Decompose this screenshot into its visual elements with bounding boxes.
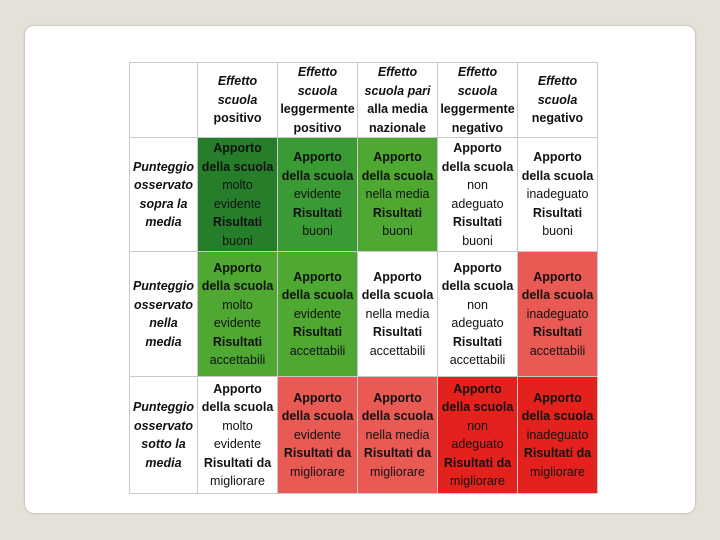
cell-heading-line: Apporto (213, 260, 262, 275)
cell-heading-line: Risultati (372, 325, 423, 340)
matrix-cell (358, 377, 438, 494)
column-header-line: scuola (457, 83, 498, 98)
row-header-line: sopra la (139, 196, 188, 211)
column-header-line: Effetto (457, 65, 498, 79)
cell-heading-line: Risultati (292, 325, 343, 340)
cell-value-line: accettabili (529, 343, 586, 358)
row-header-line: sotto la (141, 437, 186, 451)
cell-heading-line: della scuola (201, 159, 274, 174)
cell-value-line: buoni (382, 224, 413, 239)
row-header-3 (130, 377, 198, 494)
row-header-line: osservato (133, 178, 194, 192)
row-header-line: osservato (133, 297, 194, 312)
cell-heading-line: Risultati da (203, 455, 272, 470)
cell-value-line: migliorare (210, 474, 265, 488)
row-sotto-la-media (130, 377, 598, 494)
cell-value-line: evidente (293, 427, 342, 442)
cell-heading-line: Apporto (453, 381, 502, 396)
row-header-1 (130, 138, 198, 252)
cell-heading-line: Apporto (213, 381, 262, 396)
corner-cell (130, 63, 198, 138)
cell-value-line: nella media (365, 427, 430, 442)
column-header-line: positivo (213, 111, 262, 126)
cell-heading-line: della scuola (361, 168, 434, 183)
cell-heading-line: Apporto (373, 390, 422, 405)
matrix-cell (438, 252, 518, 377)
column-header-line: negativo (451, 120, 504, 135)
row-header-line: Punteggio (132, 159, 195, 174)
cell-heading-line: Risultati (372, 205, 423, 220)
cell-value-line: molto (222, 178, 253, 192)
cell-heading-line: Apporto (453, 141, 502, 155)
cell-heading-line: della scuola (201, 279, 274, 293)
column-header-line: scuola (217, 92, 258, 107)
cell-value-line: migliorare (530, 464, 585, 479)
cell-heading-line: Risultati (212, 334, 263, 349)
cell-heading-line: Risultati da (283, 446, 352, 461)
column-header-4 (438, 63, 518, 138)
cell-heading-line: Risultati (292, 205, 343, 220)
cell-heading-line: Apporto (373, 269, 422, 284)
cell-heading-line: Apporto (533, 269, 582, 284)
column-header-line: negativo (531, 111, 584, 126)
school-effect-matrix (129, 62, 598, 494)
row-header-line: nella (149, 316, 178, 330)
matrix-cell (438, 377, 518, 494)
column-header-line: positivo (293, 120, 342, 135)
column-header-line: Effetto (217, 74, 258, 89)
cell-value-line: migliorare (450, 474, 505, 488)
matrix-cell (198, 252, 278, 377)
row-header-line: media (145, 215, 182, 229)
column-header-1 (198, 63, 278, 138)
cell-value-line: evidente (213, 437, 262, 451)
column-header-3 (358, 63, 438, 138)
cell-heading-line: Risultati (452, 215, 503, 229)
cell-value-line: evidente (293, 187, 342, 202)
column-header-line: leggermente (280, 102, 355, 116)
column-header-5 (518, 63, 598, 138)
column-header-line: nazionale (369, 120, 426, 135)
matrix-cell (518, 377, 598, 494)
cell-value-line: buoni (222, 233, 253, 248)
column-header-line: scuola (297, 83, 338, 98)
cell-heading-line: Apporto (453, 260, 502, 275)
cell-heading-line: Risultati da (443, 455, 512, 470)
cell-value-line: molto (222, 418, 253, 433)
cell-heading-line: della scuola (441, 279, 514, 293)
matrix-cell (198, 138, 278, 252)
cell-heading-line: Apporto (213, 141, 262, 155)
cell-value-line: non adeguato (451, 418, 504, 451)
cell-heading-line: Apporto (533, 390, 582, 405)
cell-value-line: inadeguato (526, 427, 589, 442)
row-header-line: Punteggio (132, 279, 195, 293)
row-header-line: media (145, 334, 182, 349)
column-header-line: scuola (537, 92, 578, 107)
cell-heading-line: della scuola (361, 288, 434, 303)
cell-heading-line: Risultati (452, 334, 503, 349)
column-header-line: scuola pari (364, 83, 431, 98)
cell-heading-line: della scuola (281, 409, 354, 424)
cell-value-line: molto (222, 297, 253, 312)
row-header-2 (130, 252, 198, 377)
cell-heading-line: Risultati (532, 205, 583, 220)
matrix-cell (518, 138, 598, 252)
cell-value-line: non adeguato (451, 297, 504, 330)
column-header-2 (278, 63, 358, 138)
cell-value-line: inadeguato (526, 187, 589, 202)
cell-heading-line: della scuola (521, 409, 594, 424)
cell-heading-line: della scuola (521, 168, 594, 183)
matrix-cell (278, 138, 358, 252)
cell-value-line: evidente (213, 196, 262, 211)
row-sopra-la-media (130, 138, 598, 252)
header-row (130, 63, 598, 138)
column-header-line: leggermente (440, 102, 515, 116)
matrix-cell (518, 252, 598, 377)
row-header-line: media (145, 455, 182, 470)
cell-value-line: accettabili (449, 353, 506, 367)
matrix-cell (438, 138, 518, 252)
cell-heading-line: Apporto (293, 150, 342, 165)
cell-value-line: buoni (302, 224, 333, 239)
matrix-cell (358, 138, 438, 252)
cell-value-line: nella media (365, 187, 430, 202)
cell-heading-line: Risultati (212, 215, 263, 229)
cell-heading-line: Risultati (532, 325, 583, 340)
cell-heading-line: della scuola (521, 288, 594, 303)
matrix-cell (278, 377, 358, 494)
cell-value-line: evidente (293, 306, 342, 321)
row-nella-media (130, 252, 598, 377)
cell-value-line: accettabili (289, 343, 346, 358)
cell-value-line: evidente (213, 316, 262, 330)
cell-value-line: accettabili (369, 343, 426, 358)
column-header-line: Effetto (377, 65, 418, 79)
cell-value-line: buoni (462, 233, 493, 248)
column-header-line: Effetto (537, 74, 578, 89)
cell-value-line: buoni (542, 224, 573, 239)
cell-heading-line: Apporto (373, 150, 422, 165)
cell-value-line: inadeguato (526, 306, 589, 321)
cell-heading-line: Apporto (293, 390, 342, 405)
cell-heading-line: Apporto (293, 269, 342, 284)
cell-value-line: accettabili (209, 353, 266, 367)
column-header-line: alla media (367, 102, 428, 116)
row-header-line: Punteggio (132, 400, 195, 414)
cell-heading-line: della scuola (441, 159, 514, 174)
matrix-cell (198, 377, 278, 494)
cell-heading-line: Apporto (533, 150, 582, 165)
cell-value-line: migliorare (370, 464, 425, 479)
cell-heading-line: della scuola (281, 288, 354, 303)
cell-heading-line: Risultati da (523, 446, 592, 461)
column-header-line: Effetto (297, 65, 338, 79)
matrix-cell (358, 252, 438, 377)
cell-value-line: nella media (365, 306, 430, 321)
cell-heading-line: della scuola (361, 409, 434, 424)
cell-heading-line: della scuola (441, 400, 514, 414)
cell-heading-line: Risultati da (363, 446, 432, 461)
cell-value-line: non adeguato (451, 178, 504, 211)
cell-value-line: migliorare (290, 464, 345, 479)
cell-heading-line: della scuola (201, 400, 274, 414)
matrix-cell (278, 252, 358, 377)
cell-heading-line: della scuola (281, 168, 354, 183)
row-header-line: osservato (133, 418, 194, 433)
